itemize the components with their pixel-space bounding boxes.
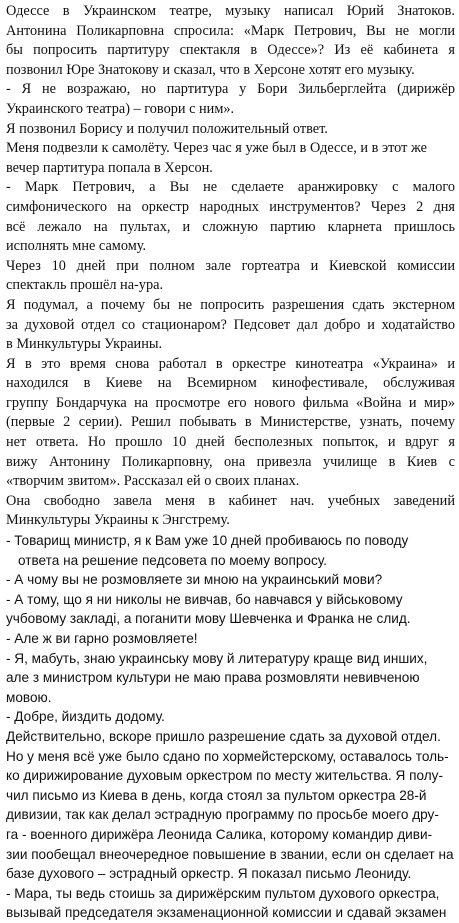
- text-line: находился в Киеве на Всемирном кинофестивале, обслуживая: [6, 375, 455, 392]
- text-line: ответа на решение педсовета по моему вопросу.: [18, 552, 327, 568]
- text-line: спектакль прошёл на-ура.: [6, 277, 164, 294]
- text-line: Она свободно завела меня в кабинет нач. учебных заведений: [6, 492, 455, 509]
- text-line: - А чому вы не розмовляете зи мною на украинський мови?: [6, 572, 383, 588]
- text-line: Минкультуры Украины к Энгстрему.: [6, 512, 230, 529]
- text-line: - Я, мабуть, знаю украинську мову й литературу краще вид инших,: [6, 650, 428, 666]
- text-line: исполнять мне самому.: [6, 238, 147, 255]
- text-line: (первые 2 серии). Решил побывать в Министерстве, узнать, почему: [6, 414, 455, 431]
- text-line: в Минкультуры Украины.: [6, 336, 163, 353]
- text-line: Одессе в Украинском театре, музыку написал Юрий Знатоков.: [6, 3, 455, 19]
- text-line: Меня подвезли к самолёту. Через час я уже был в Одессе, и в этот же: [6, 140, 427, 157]
- text-line: - Мара, ты ведь стоишь за дирижёрским пультом духового оркестра,: [6, 885, 440, 901]
- text-line: - Добре, йиздить додому.: [6, 709, 165, 725]
- text-line: базе духового – эстрадный оркестр. Я показал письмо Леониду.: [6, 866, 412, 882]
- text-line: позвонил Юре Знатокову и сказал, что в Херсоне хотят его музыку.: [6, 61, 415, 78]
- text-line: але з министром культури не маю права розмовляти невивченою: [6, 670, 420, 686]
- text-line: симфонического на оркестр народных инструментов? Через 2 дня: [6, 198, 455, 215]
- text-line: Я в это время снова работал в оркестре кинотеатра «Украина» и: [6, 355, 455, 372]
- text-line: вызывай председателя экзаменационной комиссии и сдавай экзамен: [6, 905, 447, 921]
- text-line: дивизии, так как делал эстрадную программу по просьбе моего дру-: [6, 807, 439, 823]
- text-line: Антонина Поликарповна спросила: «Марк Петрович, Вы не могли: [6, 22, 455, 39]
- text-line: - Але ж ви гарно розмовляете!: [6, 631, 198, 646]
- text-line: группу Бондарчука на просмотре его нового фильма «Война и мир»: [6, 394, 455, 411]
- text-line: всё лежало на пультах, и сложную партию кларнета пришлось: [6, 218, 455, 235]
- text-line: «творчим звитом». Рассказал ей о своих планах.: [6, 473, 300, 490]
- text-line: ко дирижирование духовым оркестром по месту жительства. Я полу-: [6, 768, 443, 784]
- text-line: Украинского театра) – говори с ним».: [6, 100, 235, 117]
- text-line: Но у меня всё уже было сдано по хормейстерскому, оставалось толь-: [6, 748, 449, 764]
- text-line: нет ответа. Но прошло 10 дней бесполезных попыток, и вдруг я: [6, 434, 455, 451]
- document-page: [6, 2, 455, 923]
- text-line: Через 10 дней при полном зале гортеатра и Киевской комиссии: [6, 257, 455, 274]
- text-line: - А тому, що я ни николы не вивчав, бо навчався у військовому: [6, 591, 403, 607]
- text-line: га - военного дирижёра Леонида Салика, которому командир диви-: [6, 826, 433, 842]
- text-line: - Марк Петрович, а Вы не сделаете аранжировку с малого: [6, 179, 455, 196]
- text-line: - Товарищ министр, я к Вам уже 10 дней пробиваюсь по поводу: [6, 533, 409, 549]
- text-line: бы попросить партитуру спектакля в Одессе»? Из её кабинета я: [6, 42, 455, 59]
- text-line: Я позвонил Борису и получил положительный ответ.: [6, 120, 328, 137]
- text-line: учбовому закладі, а поганити мову Шевченка и Франка не слид.: [6, 611, 411, 627]
- text-line: вечер партитура попала в Херсон.: [6, 159, 213, 176]
- text-line: зии пообещал внеочередное повышение в звании, если он сделает на: [6, 846, 454, 862]
- text-line: - Я не возражаю, но партитура у Бори Зильберглейта (дирижёр: [6, 81, 455, 98]
- text-line: мовою.: [6, 689, 52, 705]
- text-line: Действительно, вскоре пришло разрешение сдать за духовой отдел.: [6, 728, 441, 744]
- text-line: Я подумал, а почему бы не попросить разрешения сдать экстерном: [6, 296, 455, 313]
- text-line: чил письмо из Киева в день, когда стоял за пультом оркестра 28-й: [6, 787, 427, 803]
- text-line: вижу Антонину Поликарповну, она привезла училище в Киев с: [6, 453, 455, 470]
- text-line: за духовой отдел со стационаром? Педсовет дал добро и ходатайство: [6, 316, 455, 333]
